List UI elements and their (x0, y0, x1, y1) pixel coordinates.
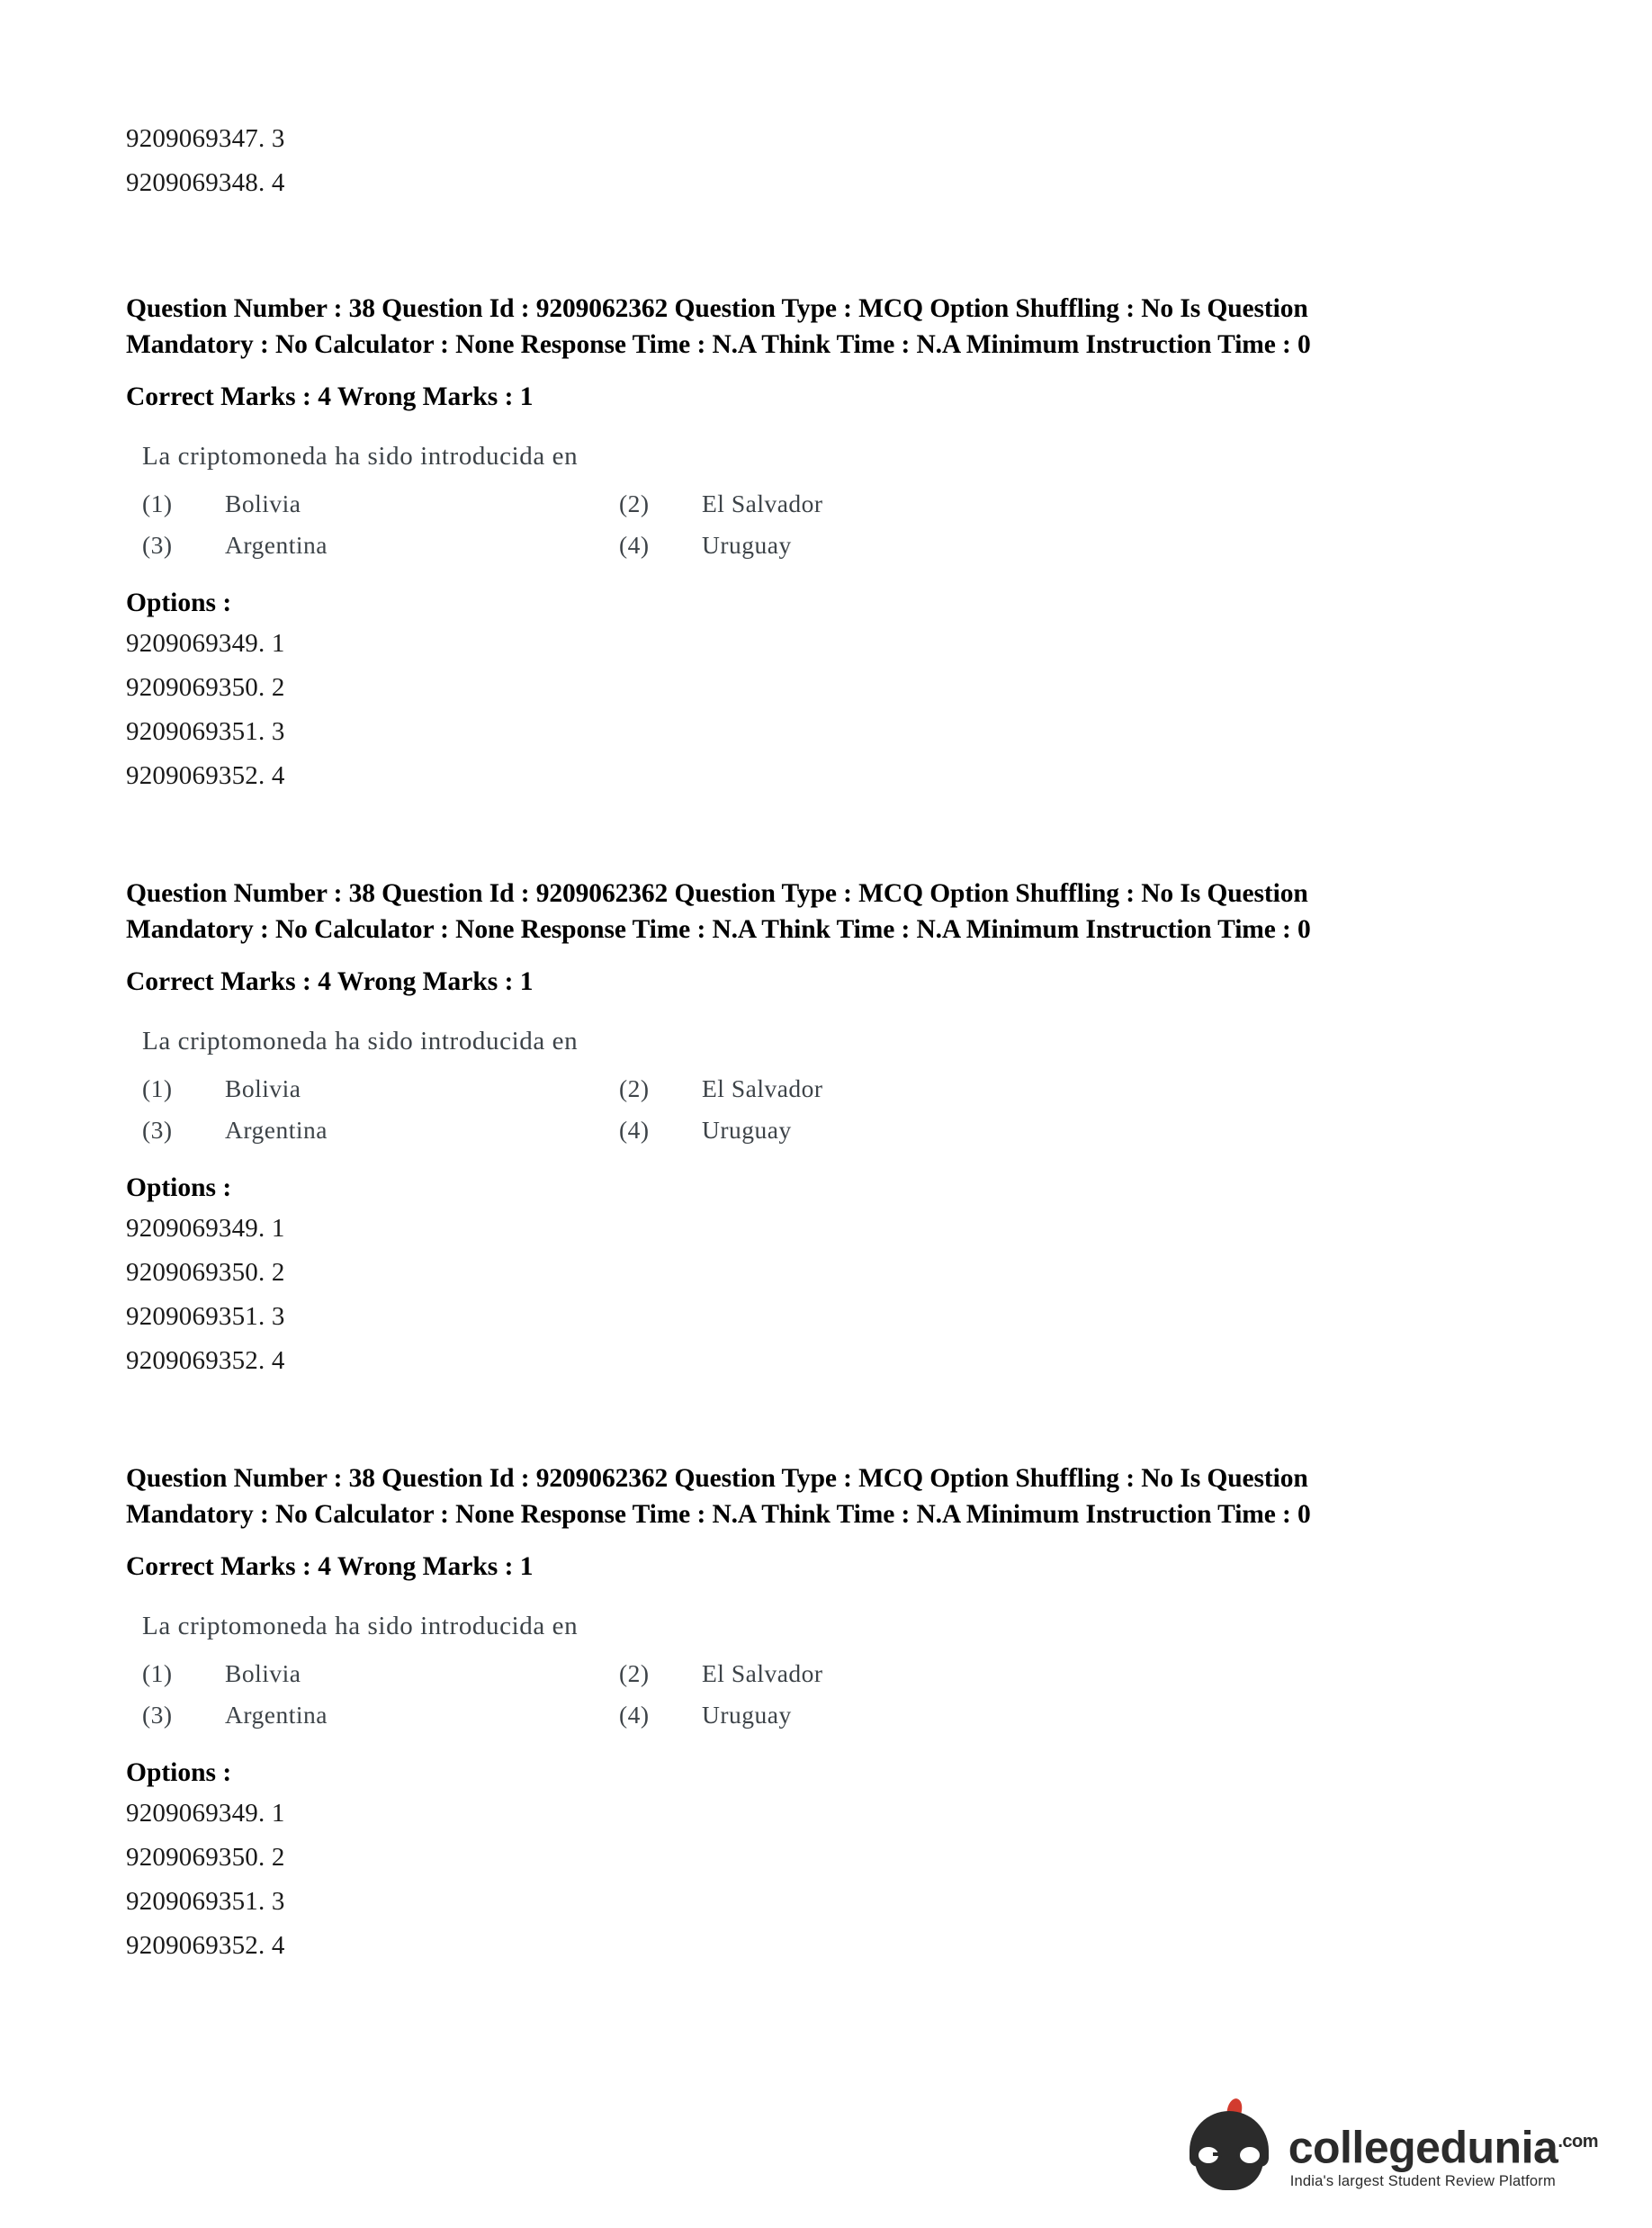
option-line: 9209069352. 4 (126, 1931, 285, 1960)
option-line: 9209069351. 3 (126, 717, 285, 746)
option-line: 9209069348. 4 (126, 168, 285, 197)
choice-option (142, 1074, 619, 1103)
option-line: 9209069349. 1 (126, 1214, 285, 1243)
option-line: 9209069349. 1 (126, 629, 285, 658)
question-stem: La criptomoneda ha sido introducida en (142, 442, 579, 471)
mascot-icon (1182, 2097, 1276, 2194)
option-line: 9209069351. 3 (126, 1302, 285, 1331)
choice-option (619, 531, 1096, 560)
choice-option (142, 1701, 619, 1729)
choice-text: El Salvador (702, 1659, 823, 1687)
brand-name-text: collegedunia (1288, 2123, 1558, 2173)
choice-number: (4) (619, 531, 650, 559)
glasses-icon (1195, 2142, 1263, 2169)
choice-row (142, 490, 1096, 518)
choice-option (142, 531, 619, 560)
glasses-bridge (1213, 2152, 1222, 2156)
question-stem: La criptomoneda ha sido introducida en (142, 1027, 579, 1056)
choice-option (619, 1074, 1096, 1103)
brand-name-suffix: .com (1558, 2132, 1598, 2152)
option-line: 9209069347. 3 (126, 124, 285, 153)
question-stem: La criptomoneda ha sido introducida en (142, 1612, 579, 1640)
question-marks: Correct Marks : 4 Wrong Marks : 1 (126, 967, 534, 996)
brand-tagline: India's largest Student Review Platform (1289, 2173, 1556, 2189)
choice-option (142, 490, 619, 518)
choice-option (619, 1116, 1096, 1145)
choice-number: (2) (619, 490, 650, 517)
option-line: 9209069351. 3 (126, 1887, 285, 1916)
choice-text: Uruguay (702, 1701, 792, 1729)
choice-text: Bolivia (225, 1659, 301, 1687)
choice-number: (2) (619, 1074, 650, 1102)
options-list (126, 1207, 1517, 1383)
option-line: 9209069349. 1 (126, 1799, 285, 1828)
choice-row (142, 1659, 1096, 1688)
choice-option (142, 1116, 619, 1145)
choice-grid (142, 1074, 1096, 1145)
choice-number: (1) (142, 1659, 173, 1687)
options-label: Options : (126, 1758, 232, 1787)
choice-number: (2) (619, 1659, 650, 1687)
option-line: 9209069352. 4 (126, 1346, 285, 1375)
question-meta: Question Number : 38 Question Id : 9209062362 Question Type : MCQ Option Shuffling : No Is Question Mandatory : No Calculator : None Response Time : N.A Think Time : N.A Minimum Instruction Time : 0 (126, 879, 1311, 944)
options-list (126, 1792, 1517, 1968)
choice-option (619, 1659, 1096, 1688)
brand-name (1288, 2118, 1598, 2171)
choice-number: (3) (142, 531, 173, 559)
choice-number: (4) (619, 1116, 650, 1144)
question-meta: Question Number : 38 Question Id : 9209062362 Question Type : MCQ Option Shuffling : No Is Question Mandatory : No Calculator : None Response Time : N.A Think Time : N.A Minimum Instruction Time : 0 (126, 294, 1311, 359)
choice-row (142, 1074, 1096, 1103)
choice-text: El Salvador (702, 490, 823, 517)
collegedunia-watermark (1182, 2097, 1598, 2194)
choice-text: Argentina (225, 1701, 328, 1729)
choice-grid (142, 1659, 1096, 1729)
options-label: Options : (126, 588, 232, 617)
choice-row (142, 1116, 1096, 1145)
choice-text: Argentina (225, 1116, 328, 1144)
question-block (126, 291, 1517, 798)
option-line: 9209069352. 4 (126, 761, 285, 790)
options-list (126, 622, 1517, 798)
question-meta: Question Number : 38 Question Id : 9209062362 Question Type : MCQ Option Shuffling : No Is Question Mandatory : No Calculator : None Response Time : N.A Think Time : N.A Minimum Instruction Time : 0 (126, 1464, 1311, 1529)
question-block (126, 1460, 1517, 1968)
choice-grid (142, 490, 1096, 560)
question-marks: Correct Marks : 4 Wrong Marks : 1 (126, 1552, 534, 1581)
choice-text: Uruguay (702, 531, 792, 559)
option-line: 9209069350. 2 (126, 673, 285, 702)
brand-block (1288, 2118, 1598, 2194)
choice-option (619, 1701, 1096, 1729)
option-line: 9209069350. 2 (126, 1258, 285, 1287)
choice-option (142, 1659, 619, 1688)
choice-row (142, 531, 1096, 560)
choice-number: (3) (142, 1701, 173, 1729)
choice-number: (3) (142, 1116, 173, 1144)
leading-options-list (126, 117, 1517, 205)
choice-text: El Salvador (702, 1074, 823, 1102)
option-line: 9209069350. 2 (126, 1843, 285, 1872)
choice-text: Argentina (225, 531, 328, 559)
question-marks: Correct Marks : 4 Wrong Marks : 1 (126, 382, 534, 411)
options-label: Options : (126, 1173, 232, 1202)
choice-text: Bolivia (225, 1074, 301, 1102)
choice-number: (1) (142, 490, 173, 517)
choice-number: (1) (142, 1074, 173, 1102)
glasses-lens-right (1236, 2143, 1263, 2167)
question-block (126, 876, 1517, 1383)
choice-option (619, 490, 1096, 518)
choice-number: (4) (619, 1701, 650, 1729)
choice-text: Uruguay (702, 1116, 792, 1144)
choice-text: Bolivia (225, 490, 301, 517)
choice-row (142, 1701, 1096, 1729)
